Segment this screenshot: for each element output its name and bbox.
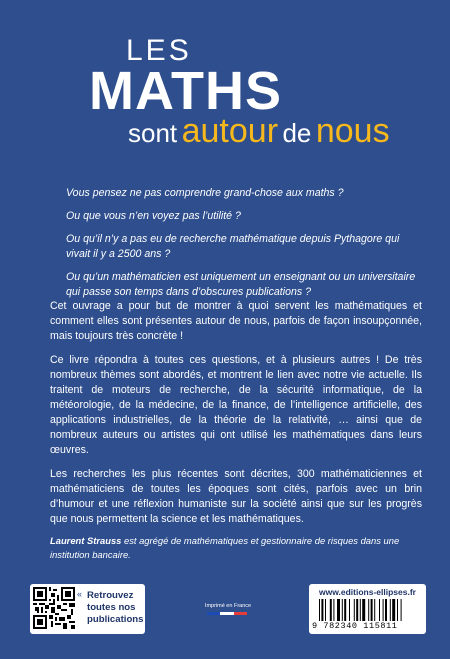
paragraph-1: Cet ouvrage a pour but de montrer à quoi servent les mathématiques et comment elles sont présentes autour de nous, parfois de façon insoupçonnée, mais toujours très concrète ! <box>50 300 422 342</box>
description-block <box>50 299 422 536</box>
printed-in-france: Imprimé en France <box>204 603 252 609</box>
question-1: Vous pensez ne pas comprendre grand-chose aux maths ? <box>66 187 344 199</box>
title-nous: nous <box>315 112 390 150</box>
qr-panel[interactable] <box>30 584 145 634</box>
paragraph-3: Les recherches les plus récentes sont décrites, 300 mathématiciennes et mathématiciens de toutes les époques sont cités, parfois avec un brin d’humour et une réflexion humaniste sur la société ainsi que sur les progrès que nous permettent la science et les mathématiques. <box>50 468 422 525</box>
title-les: LES <box>126 34 192 67</box>
title-maths: MATHS <box>89 61 282 121</box>
title-de: de <box>282 118 312 148</box>
author-name: Laurent Strauss <box>50 535 122 546</box>
question-3: Ou qu’il n’y a pas eu de recherche mathématique depuis Pythagore qui vivait il y a 2500 ans ? <box>66 233 400 260</box>
qr-code-icon[interactable] <box>33 587 75 629</box>
arrow-icon: « <box>77 589 83 599</box>
publisher-website[interactable]: www.editions-ellipses.fr <box>319 587 416 597</box>
title-autour: autour <box>181 112 279 150</box>
question-2: Ou que vous n’en voyez pas l’utilité ? <box>66 210 241 222</box>
french-flag-icon <box>207 612 247 615</box>
title-sont: sont <box>128 118 178 148</box>
barcode-icon <box>319 599 419 621</box>
author-bio <box>50 534 422 561</box>
questions-block <box>66 186 422 308</box>
isbn-number: 9 782340 115811 <box>312 621 398 631</box>
qr-label: Retrouvez toutes nos publications <box>87 590 144 625</box>
barcode-panel <box>309 584 426 634</box>
paragraph-2: Ce livre répondra à toutes ces questions, et à plusieurs autres ! De très nombreux thèmes sont abordés, et montrent le lien avec notre vie actuelle. Ils traitent de moteurs de recherche, de la sécurité informatique, de la météorologie, de la médecine, de la finance, de l’intelligence artificielle, des applications industrielles, de la théorie de la relativité, … ainsi que de nombreux auteurs ou artistes qui ont utilisé les mathématiques dans leurs œuvres. <box>50 354 422 456</box>
question-4: Ou qu’un mathématicien est uniquement un enseignant ou un universitaire qui passe son temps dans d’obscures publications ? <box>66 271 416 298</box>
author-description: est agrégé de mathématiques et gestionnaire de risques dans une institution bancaire. <box>50 535 400 560</box>
title-subline <box>128 114 390 148</box>
